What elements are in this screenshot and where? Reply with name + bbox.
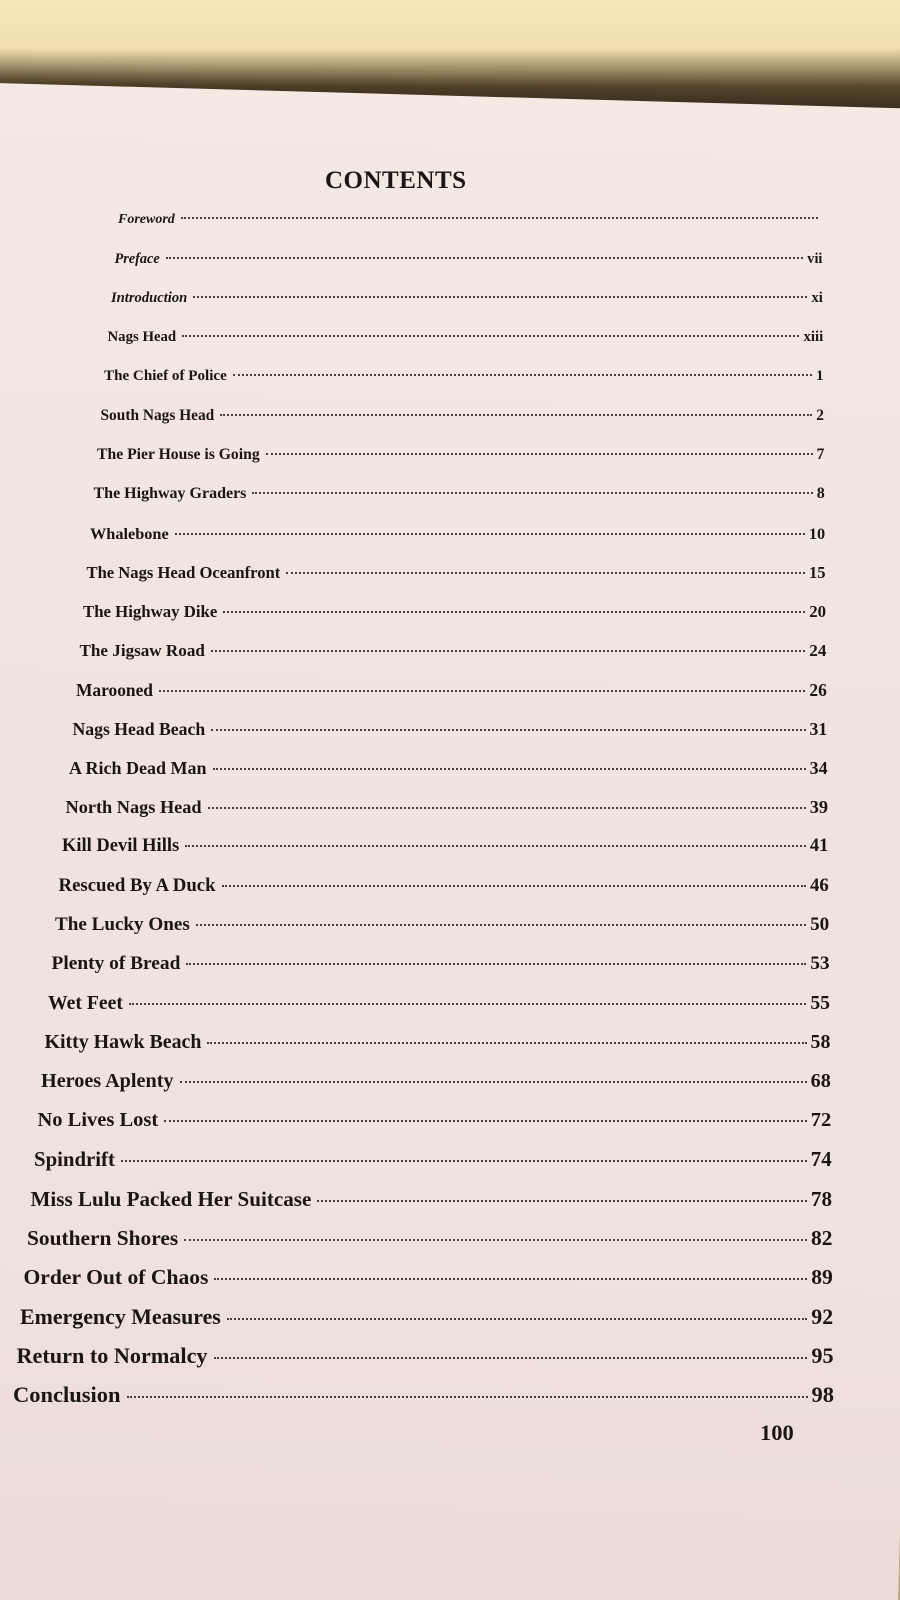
dot-leader: [266, 453, 813, 455]
toc-entry: [115, 251, 823, 268]
toc-entry: [34, 1148, 832, 1172]
dot-leader: [159, 690, 805, 692]
toc-entry-title: Order Out of Chaos: [23, 1265, 209, 1289]
toc-entry: [16, 1343, 833, 1369]
toc-entry-title: The Chief of Police: [104, 368, 227, 384]
toc-entry-page-number: 24: [809, 641, 827, 660]
dot-leader: [182, 335, 799, 337]
toc-entry-title: Plenty of Bread: [51, 953, 181, 974]
toc-entry-title: South Nags Head: [100, 407, 215, 424]
toc-final-page-number: [760, 1420, 794, 1446]
dot-leader: [207, 1042, 806, 1044]
toc-entry-title: Wet Feet: [48, 992, 123, 1014]
dot-leader: [164, 1120, 806, 1122]
toc-entry: [27, 1226, 832, 1251]
toc-entry-page-number: 78: [810, 1187, 832, 1211]
toc-entry: [41, 1070, 831, 1093]
toc-entry-title: The Lucky Ones: [55, 914, 190, 935]
dot-leader: [166, 257, 804, 259]
toc-entry: [20, 1304, 833, 1330]
toc-entry-page-number: 50: [810, 914, 830, 935]
toc-entry: [86, 563, 825, 583]
dot-leader: [227, 1318, 807, 1320]
toc-entry-title: Kill Devil Hills: [61, 836, 180, 856]
dot-leader: [175, 533, 805, 535]
contents-heading: CONTENTS: [325, 167, 467, 194]
toc-entry-page-number: 55: [810, 992, 830, 1014]
toc-entry-page-number: 8: [816, 485, 825, 502]
toc-entry: [59, 875, 829, 897]
dot-leader: [193, 296, 807, 298]
page-content: [0, 82, 900, 1600]
toc-entry: [38, 1109, 832, 1132]
toc-entry-page-number: 41: [809, 836, 829, 856]
toc-entry-title: Kitty Hawk Beach: [44, 1031, 202, 1053]
toc-entry-page-number: 68: [810, 1070, 831, 1092]
toc-entry: [76, 680, 827, 701]
toc-entry-title: Conclusion: [12, 1382, 121, 1407]
toc-entry-page-number: 74: [810, 1148, 832, 1171]
toc-entry-title: Nags Head Beach: [72, 719, 206, 739]
toc-entry-page-number: 7: [816, 446, 825, 463]
toc-entry-title: Marooned: [76, 680, 153, 700]
toc-entry-title: The Highway Graders: [93, 485, 247, 502]
toc-entry-page-number: 10: [808, 524, 826, 543]
toc-entry-page-number: 98: [811, 1382, 834, 1407]
toc-entry: [111, 290, 823, 307]
toc-entry: [97, 446, 824, 464]
dot-leader: [186, 963, 806, 965]
toc-entry-page-number: 26: [809, 680, 827, 700]
toc-entry-title: The Highway Dike: [82, 602, 218, 621]
toc-entry: [13, 1382, 834, 1408]
dot-leader: [211, 650, 805, 652]
toc-entry-page-number: 82: [811, 1226, 833, 1250]
toc-final-page-number-text: 100: [760, 1420, 794, 1445]
toc-entry-page-number: 39: [809, 797, 828, 817]
toc-entry-title: The Pier House is Going: [97, 446, 260, 463]
toc-entry: [100, 407, 824, 425]
toc-entry: [104, 368, 824, 385]
toc-entry-page-number: 72: [810, 1109, 832, 1131]
toc-entry-title: No Lives Lost: [37, 1109, 159, 1131]
toc-entry-page-number: 89: [811, 1265, 833, 1289]
toc-entry-title: A Rich Dead Man: [69, 758, 207, 778]
toc-entry-title: Foreword: [117, 212, 175, 227]
dot-leader: [214, 1278, 807, 1280]
toc-entry-title: Introduction: [111, 290, 188, 306]
toc-entry: [118, 212, 822, 228]
toc-entry-title: Heroes Aplenty: [41, 1070, 174, 1092]
toc-entry: [79, 641, 826, 661]
dot-leader: [233, 374, 812, 376]
dot-leader: [184, 1239, 807, 1241]
toc-entry: [107, 329, 823, 346]
toc-entry: [55, 914, 829, 936]
dot-leader: [121, 1160, 807, 1162]
toc-entry-title: Miss Lulu Packed Her Suitcase: [30, 1187, 312, 1211]
dot-leader: [222, 885, 806, 887]
toc-entry-page-number: 20: [809, 602, 826, 621]
toc-entry: [69, 758, 828, 779]
dot-leader: [196, 924, 806, 926]
toc-entry: [93, 485, 824, 503]
toc-entry: [66, 797, 829, 818]
dot-leader: [220, 414, 812, 416]
toc-entry-title: Southern Shores: [26, 1226, 179, 1250]
toc-entry-page-number: 34: [809, 758, 828, 778]
toc-entry-page-number: 15: [809, 563, 826, 582]
dot-leader: [223, 611, 805, 613]
toc-entry-title: Spindrift: [34, 1148, 115, 1171]
toc-entry-title: Return to Normalcy: [16, 1343, 208, 1368]
dot-leader: [214, 1357, 808, 1359]
toc-entry-title: Preface: [114, 251, 160, 267]
toc-entry: [62, 836, 828, 857]
book-page: [0, 82, 900, 1600]
toc-entry-page-number: 46: [810, 875, 829, 896]
dot-leader: [317, 1200, 807, 1202]
toc-entry: [72, 719, 827, 740]
dot-leader: [286, 572, 805, 574]
toc-entry-title: The Nags Head Oceanfront: [86, 563, 281, 582]
toc-entry-title: Nags Head: [107, 329, 177, 345]
toc-entry-page-number: vii: [807, 251, 823, 267]
dot-leader: [127, 1396, 808, 1398]
toc-entry-page-number: 92: [811, 1304, 834, 1329]
toc-entry: [23, 1265, 832, 1290]
dot-leader: [211, 729, 805, 731]
toc-entry-title: The Jigsaw Road: [79, 641, 205, 660]
toc-entry-title: Whalebone: [90, 524, 169, 543]
dot-leader: [252, 492, 812, 494]
toc-entry: [48, 992, 830, 1015]
dot-leader: [181, 217, 818, 219]
dot-leader: [213, 768, 806, 770]
toc-entry-title: Rescued By A Duck: [58, 875, 216, 896]
toc-entry: [90, 524, 825, 544]
toc-entry-title: North Nags Head: [65, 797, 202, 817]
toc-entry-page-number: 31: [809, 719, 828, 739]
toc-entry: [45, 1031, 831, 1054]
toc-entry: [30, 1187, 832, 1212]
toc-entry-page-number: 53: [810, 953, 830, 974]
toc-entry-page-number: 95: [811, 1343, 834, 1368]
dot-leader: [185, 845, 806, 847]
toc-entry-title: Emergency Measures: [19, 1304, 221, 1329]
toc-entry-page-number: 2: [816, 407, 824, 424]
toc-entry: [83, 602, 826, 622]
toc-entry-page-number: 58: [810, 1031, 831, 1053]
toc-entry: [51, 953, 829, 975]
toc-entry-page-number: xi: [811, 290, 823, 306]
dot-leader: [208, 807, 806, 809]
table-of-contents: [0, 82, 900, 1600]
toc-entry-page-number: xiii: [803, 329, 824, 345]
dot-leader: [180, 1081, 807, 1083]
dot-leader: [129, 1003, 806, 1005]
toc-entry-page-number: 1: [816, 368, 824, 384]
